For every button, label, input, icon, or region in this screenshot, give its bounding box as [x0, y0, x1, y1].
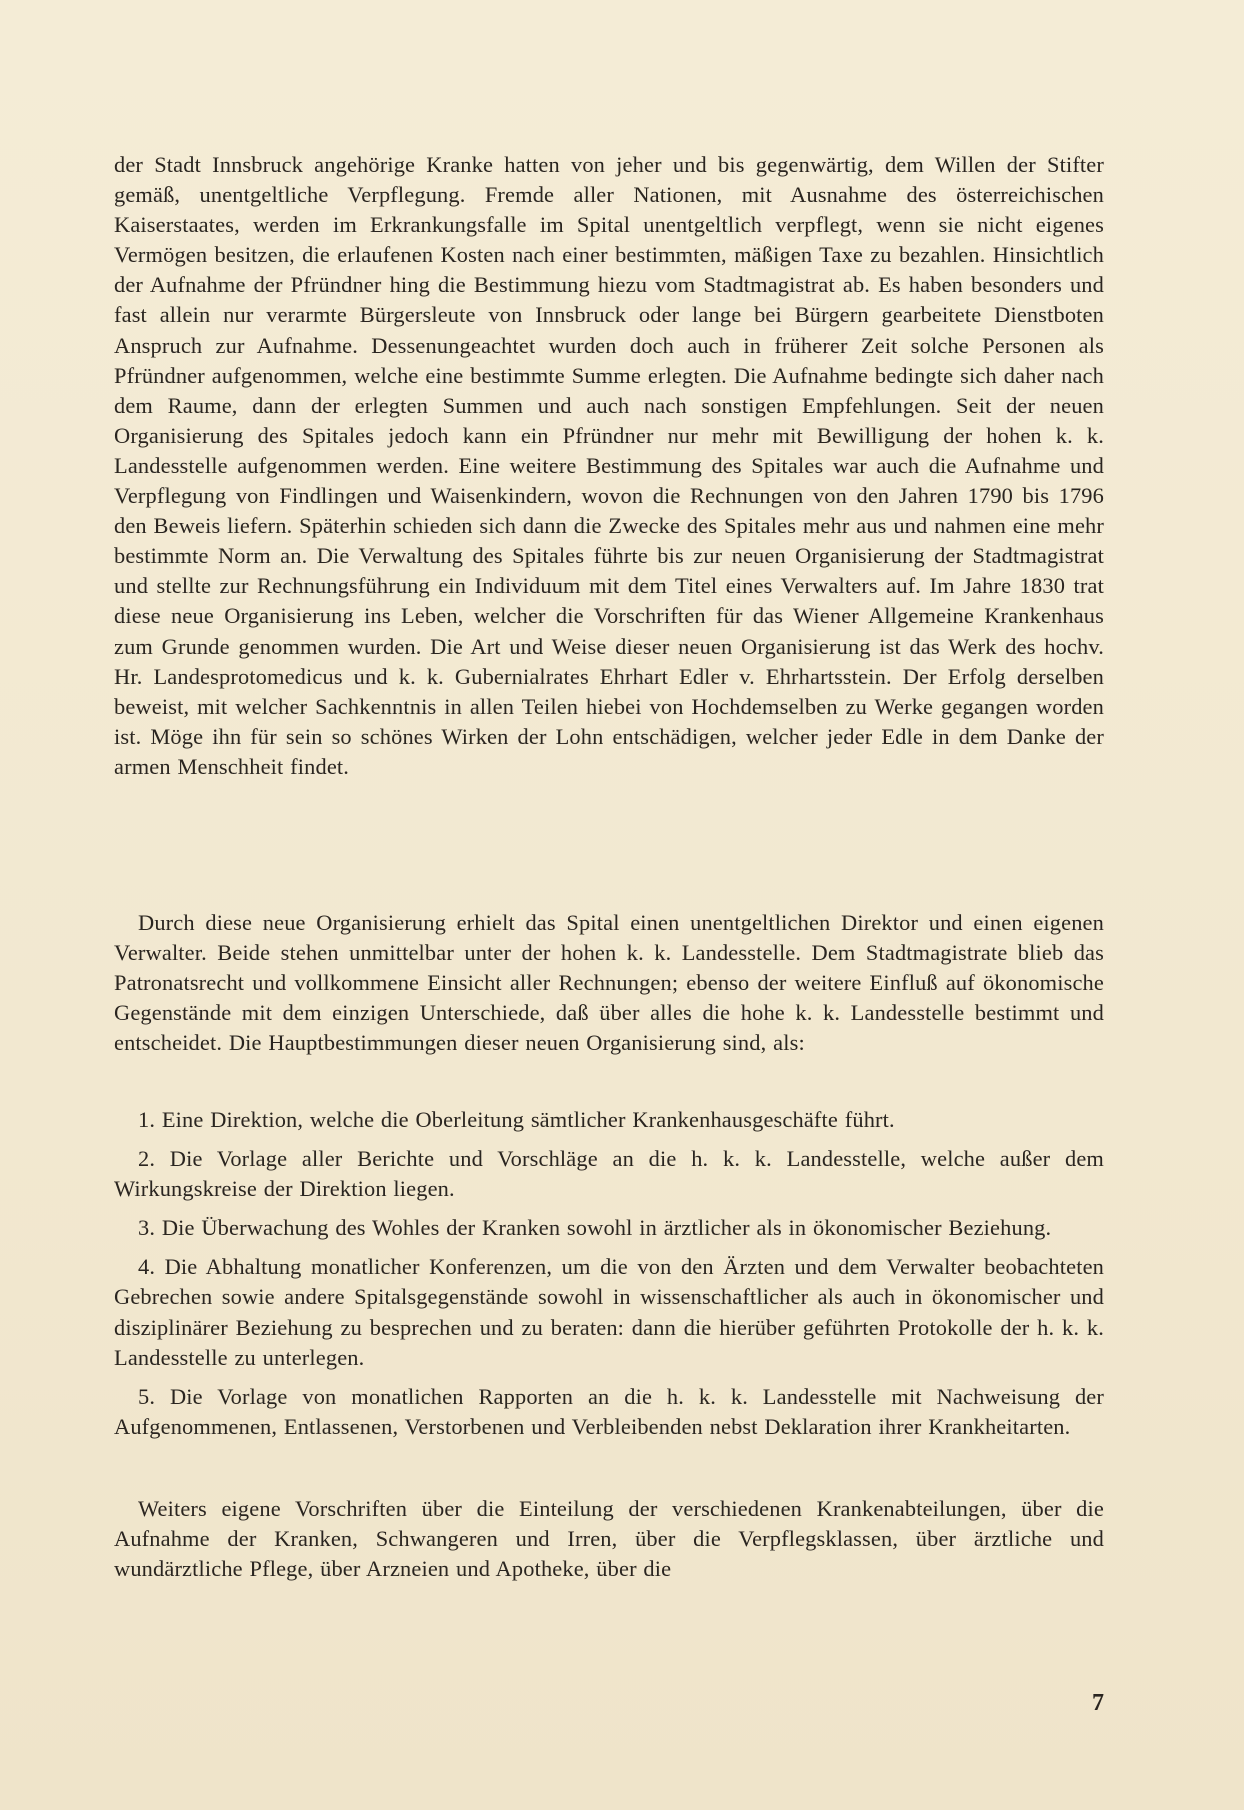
text-block-closing — [114, 1494, 1104, 1584]
text-block-opening — [114, 150, 1104, 782]
text-block-organisation — [114, 908, 1104, 1058]
list-item: 5. Die Vorlage von monatlichen Rapporten an die h. k. k. Landesstelle mit Nachweisung der Aufgenommenen, Entlassenen, Verstorbenen und Verbleibenden nebst Deklaration ihrer Krankheitarten. — [114, 1383, 1104, 1439]
list-item: 1. Eine Direktion, welche die Oberleitung sämtlicher Krankenhausgeschäfte führt. — [138, 1107, 895, 1132]
paragraph-3: Weiters eigene Vorschriften über die Einteilung der verschiedenen Krankenabteilungen, über die Aufnahme der Kranken, Schwangeren und Irren, über die Verpflegsklassen, über ärztliche und wundärztliche Pflege, über Arzneien und Apotheke, über die — [114, 1496, 1104, 1582]
list-item: 2. Die Vorlage aller Berichte und Vorschläge an die h. k. k. Landesstelle, welche außer dem Wirkungskreise der Direktion liegen. — [114, 1146, 1104, 1202]
list-item: 4. Die Abhaltung monatlicher Konferenzen, um die von den Ärzten und dem Verwalter beobachteten Gebrechen sowie andere Spitalsgegenstände sowohl in wissenschaftlicher als auch in ökonomischer und disziplinärer Beziehung zu besprechen und zu beraten: dann die hierüber geführten Protokolle der h. k. k. Landesstelle zu unterlegen. — [114, 1254, 1104, 1370]
paragraph-1: der Stadt Innsbruck angehörige Kranke hatten von jeher und bis gegenwärtig, dem Willen der Stifter gemäß, unentgeltliche Verpflegung. Fremde aller Nationen, mit Ausnahme des österreichischen Kaiserstaates, werden im Erkrankungsfalle im Spital unentgeltlich verpflegt, wenn sie nicht eigenes Vermögen besitzen, die erlaufenen Kosten nach einer bestimmten, mäßigen Taxe zu bezahlen. Hinsichtlich der Aufnahme der Pfründner hing die Bestimmung hiezu vom Stadtmagistrat ab. Es haben besonders und fast allein nur verarmte Bürgersleute von Innsbruck oder lange bei Bürgern gearbeitete Dienstboten Anspruch zur Aufnahme. Dessenungeachtet wurden doch auch in früherer Zeit solche Personen als Pfründner aufgenommen, welche eine bestimmte Summe erlegten. Die Aufnahme bedingte sich daher nach dem Raume, dann der erlegten Summen und auch nach sonstigen Empfehlungen. Seit der neuen Organisierung des Spitales jedoch kann ein Pfründner nur mehr mit Bewilligung der hohen k. k. Landesstelle aufgenommen werden. Eine weitere Bestimmung des Spitales war auch die Aufnahme und Verpflegung von Findlingen und Waisenkindern, wovon die Rechnungen von den Jahren 1790 bis 1796 den Beweis liefern. Späterhin schieden sich dann die Zwecke des Spitales mehr aus und nahmen eine mehr bestimmte Norm an. Die Verwaltung des Spitales führte bis zur neuen Organisierung der Stadtmagistrat und stellte zur Rechnungsführung ein Individuum mit dem Titel eines Verwalters auf. Im Jahre 1830 trat diese neue Organisierung ins Leben, welcher die Vorschriften für das Wiener Allgemeine Krankenhaus zum Grunde genommen wurden. Die Art und Weise dieser neuen Organisierung ist das Werk des hochv. Hr. Landesprotomedicus und k. k. Gubernialrates Ehrhart Edler v. Ehrhartsstein. Der Erfolg derselben beweist, mit welcher Sachkenntnis in allen Teilen hiebei von Hochdemselben zu Werke gegangen worden ist. Möge ihn für sein so schönes Wirken der Lohn entschädigen, welcher jeder Edle in dem Danke der armen Menschheit findet. — [114, 152, 1104, 779]
numbered-list — [114, 1105, 1104, 1451]
paragraph-2: Durch diese neue Organisierung erhielt das Spital einen unentgeltlichen Direktor und einen eigenen Verwalter. Beide stehen unmittelbar unter der hohen k. k. Landesstelle. Dem Stadtmagistrate blieb das Patronatsrecht und vollkommene Einsicht aller Rechnungen; ebenso der weitere Einfluß auf ökonomische Gegenstände mit dem einzigen Unterschiede, daß über alles die hohe k. k. Landesstelle bestimmt und entscheidet. Die Hauptbestimmungen dieser neuen Organisierung sind, als: — [114, 910, 1104, 1056]
page-number: 7 — [1092, 1690, 1104, 1716]
list-item: 3. Die Überwachung des Wohles der Kranken sowohl in ärztlicher als in ökonomischer Beziehung. — [138, 1215, 1052, 1241]
